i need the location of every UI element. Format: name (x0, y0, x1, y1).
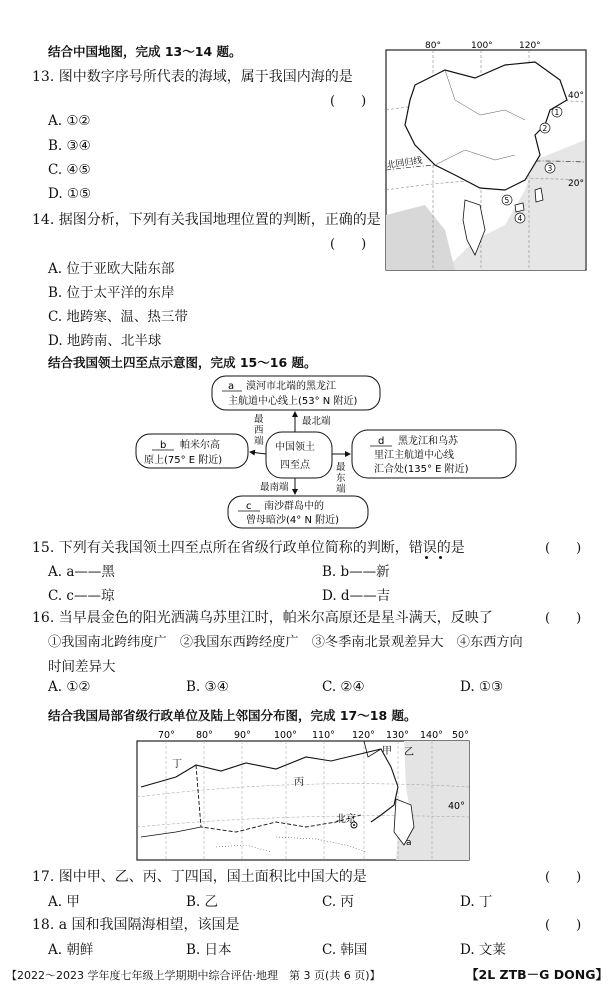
emphasis-dot (439, 556, 442, 559)
question-15-option-d[interactable]: D. d——吉 (322, 588, 391, 604)
question-14-option-d[interactable]: D. 地跨南、北半球 (48, 333, 162, 349)
question-13-option-d[interactable]: D. ①⑤ (48, 186, 92, 202)
question-17-option-c[interactable]: C. 丙 (322, 894, 354, 910)
map2-lon-90: 90° (234, 730, 251, 741)
south-line1: 南沙群岛中的 (264, 501, 324, 512)
north-line1: 漠河市北端的黑龙江 (246, 381, 336, 392)
svg-text:4: 4 (517, 214, 523, 223)
country-ding: 丁 (172, 759, 182, 770)
map1-lon-80: 80° (425, 41, 441, 51)
label-westmost-1: 最 (254, 414, 264, 425)
question-18-answer-paren[interactable]: ( ) (545, 918, 582, 933)
question-18-option-b[interactable]: B. 日本 (186, 942, 232, 958)
question-14-option-b[interactable]: B. 位于太平洋的东岸 (48, 285, 175, 301)
east-line1: 黑龙江和乌苏 (398, 436, 458, 447)
question-13-answer-paren[interactable]: ( ) (330, 94, 367, 109)
svg-text:3: 3 (547, 164, 553, 173)
neighbors-map (136, 727, 471, 862)
page-footer-info: 【2022～2023 学年度七年级上学期期中综合评估·地理 第 3 页(共 6 页)】 (6, 969, 381, 982)
south-blank: c (246, 501, 252, 512)
question-13-option-c[interactable]: C. ④⑤ (48, 162, 91, 178)
label-westmost-3: 端 (254, 436, 264, 447)
country-a: a (406, 838, 412, 848)
map2-lon-80: 80° (196, 730, 213, 741)
east-line3: 汇合处(135° E 附近) (374, 464, 469, 475)
map2-lat-40: 40° (448, 801, 465, 812)
question-18-option-d[interactable]: D. 文莱 (460, 942, 506, 958)
question-17-option-a[interactable]: A. 甲 (48, 894, 80, 910)
question-18-option-c[interactable]: C. 韩国 (322, 942, 368, 958)
section-intro-13-14: 结合中国地图，完成 13～14 题。 (48, 44, 242, 59)
capital-beijing: 北京 (336, 814, 356, 825)
east-blank: d (378, 436, 385, 447)
emphasis-dot (425, 556, 428, 559)
question-18-option-a[interactable]: A. 朝鲜 (48, 942, 94, 958)
question-13-option-b[interactable]: B. ③④ (48, 138, 91, 154)
map1-tropic-label: 北回归线 (386, 156, 424, 171)
map1-sea-4 (515, 213, 525, 223)
question-14-option-a[interactable]: A. 位于亚欧大陆东部 (48, 261, 175, 277)
map1-lat-20: 20° (568, 179, 584, 189)
svg-text:1: 1 (554, 108, 560, 117)
extreme-points-diagram (130, 372, 520, 532)
country-jia: 甲 (382, 746, 392, 757)
question-14-option-c[interactable]: C. 地跨寒、温、热三带 (48, 309, 188, 325)
question-17-answer-paren[interactable]: ( ) (545, 870, 582, 885)
question-17-stem: 17. 图中甲、乙、丙、丁四国，国土面积比中国大的是 (32, 869, 367, 885)
map1-sea-5 (502, 195, 512, 205)
question-15-option-a[interactable]: A. a——黑 (48, 564, 115, 580)
section-intro-17-18: 结合我国局部省级行政单位及陆上邻国分布图，完成 17～18 题。 (48, 708, 417, 723)
question-16-statements-cont: 时间差异大 (48, 659, 116, 675)
map1-lon-120: 120° (519, 41, 541, 51)
question-15-stem: 15. 下列有关我国领土四至点所在省级行政单位简称的判断，错误的是 (32, 540, 465, 556)
map1-sea-3 (545, 163, 555, 173)
country-yi: 乙 (404, 747, 414, 758)
question-16-statements: ①我国南北跨纬度广 ②我国东西跨经度广 ③冬季南北景观差异大 ④东西方向 (48, 635, 523, 650)
svg-text:5: 5 (504, 196, 510, 205)
south-line2: 曾母暗沙(4° N 附近) (246, 515, 340, 526)
question-14-stem: 14. 据图分析，下列有关我国地理位置的判断，正确的是 (32, 212, 381, 228)
map1-sea-2 (540, 123, 550, 133)
label-westmost-2: 西 (254, 425, 264, 436)
map2-lon-70: 70° (158, 730, 175, 741)
center-line1: 中国领土 (275, 442, 315, 453)
question-16-option-c[interactable]: C. ②④ (322, 679, 365, 695)
north-blank: a (228, 381, 235, 392)
question-13-option-a[interactable]: A. ①② (48, 113, 91, 129)
question-16-answer-paren[interactable]: ( ) (545, 611, 582, 626)
map2-lon-130: 130° (386, 730, 409, 741)
question-15-option-b[interactable]: B. b——新 (322, 564, 390, 580)
map1-lat-40: 40° (568, 91, 584, 101)
question-15-option-c[interactable]: C. c——琼 (48, 588, 115, 604)
map2-lon-110: 110° (312, 730, 335, 741)
question-16-stem: 16. 当早晨金色的阳光洒满乌苏里江时，帕米尔高原还是星斗满天，反映了 (32, 610, 493, 626)
north-line2: 主航道中心线上(53° N 附近) (228, 396, 358, 407)
label-eastmost-2: 东 (336, 473, 346, 484)
center-line2: 四至点 (280, 460, 310, 471)
question-16-option-b[interactable]: B. ③④ (186, 679, 229, 695)
label-southmost: 最南端 (260, 482, 289, 493)
label-eastmost-3: 端 (336, 484, 346, 495)
label-eastmost-1: 最 (336, 462, 346, 473)
west-line2: 原上(75° E 附近) (144, 455, 223, 466)
question-16-option-d[interactable]: D. ①③ (460, 679, 504, 695)
label-northmost: 最北端 (302, 416, 331, 427)
east-line2: 里江主航道中心线 (374, 450, 454, 461)
page-footer-code: 【2L ZTB－G DONG】 (466, 967, 608, 982)
question-13-stem: 13. 图中数字序号所代表的海域，属于我国内海的是 (32, 69, 353, 85)
china-location-map (385, 40, 590, 272)
west-line1: 帕米尔高 (180, 440, 220, 451)
question-18-stem: 18. a 国和我国隔海相望，该国是 (32, 917, 240, 933)
map2-lon-50: 50° (452, 730, 469, 741)
question-17-option-b[interactable]: B. 乙 (186, 894, 219, 910)
question-14-answer-paren[interactable]: ( ) (330, 237, 367, 252)
map1-sea-1 (552, 107, 562, 117)
map2-lon-140: 140° (420, 730, 443, 741)
country-bing: 丙 (294, 777, 304, 788)
section-intro-15-16: 结合我国领土四至点示意图，完成 15～16 题。 (48, 355, 317, 370)
svg-text:2: 2 (542, 124, 548, 133)
question-16-option-a[interactable]: A. ①② (48, 679, 91, 695)
question-15-answer-paren[interactable]: ( ) (545, 541, 582, 556)
question-17-option-d[interactable]: D. 丁 (460, 894, 493, 910)
west-blank: b (160, 440, 167, 451)
map1-lon-100: 100° (471, 41, 493, 51)
map2-lon-100: 100° (274, 730, 297, 741)
map2-lon-120: 120° (352, 730, 375, 741)
